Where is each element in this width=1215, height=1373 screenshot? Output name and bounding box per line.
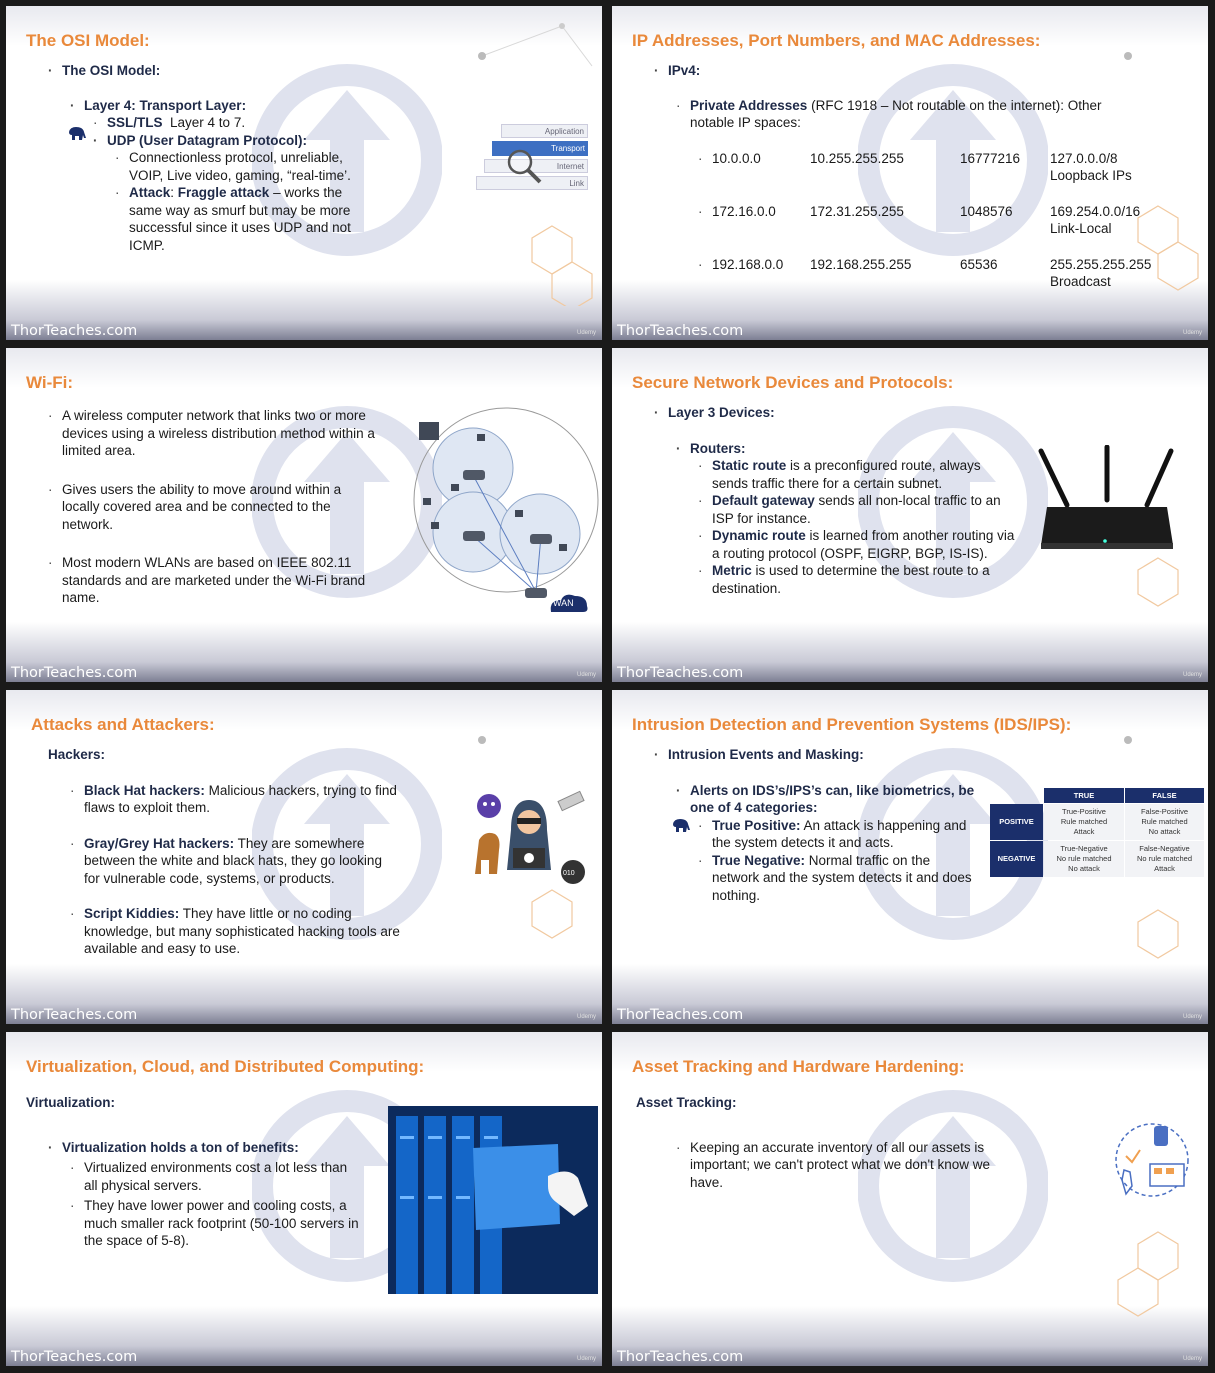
- slide-title: IP Addresses, Port Numbers, and MAC Addresses:: [632, 31, 1041, 50]
- bullet-intrusion-events: · Intrusion Events and Masking:: [668, 746, 988, 764]
- cell-false-negative: False-Negative No rule matched Attack: [1125, 841, 1204, 877]
- bullet-layer3: · Layer 3 Devices:: [668, 404, 1028, 422]
- bomb-label: 010: [563, 870, 575, 877]
- footer-brand: ThorTeaches.com: [617, 665, 744, 681]
- heading-asset-tracking: Asset Tracking:: [636, 1095, 737, 1110]
- bullet-connectionless: · Connectionless protocol, unreliable, VOIP, Live video, gaming, “real-time’.: [129, 149, 374, 184]
- footer-brand: ThorTeaches.com: [11, 1007, 138, 1023]
- footer-brand: ThorTeaches.com: [617, 1349, 744, 1365]
- bullet-routers: · Routers:: [690, 440, 1028, 458]
- bullet-attack: · Attack: Fraggle attack – works the same way as smurf but may be more successful since it uses UDP and not ICMP.: [129, 184, 369, 254]
- layer-transport: Transport: [492, 141, 588, 156]
- footer-brand: ThorTeaches.com: [617, 1007, 744, 1023]
- bullet-benefits: · Virtualization holds a ton of benefits:: [62, 1139, 386, 1157]
- slide-title: The OSI Model:: [26, 31, 150, 50]
- elephant-icon: [66, 126, 88, 142]
- bullet-grey-hat: · Gray/Grey Hat hackers: They are somewhere between the white and black hats, they go looking for vulnerable code, systems, or products.: [84, 835, 399, 888]
- magnifier-icon: [504, 146, 544, 186]
- slide-wifi[interactable]: [6, 348, 602, 682]
- footer-small: Udemy: [1182, 330, 1202, 336]
- bullet-power: · They have lower power and cooling costs, a much smaller rack footprint (50-100 servers in the space of 5-8).: [84, 1197, 369, 1250]
- ip-row: · 172.16.0.0 172.31.255.255 1048576 169.254.0.0/16 Link-Local: [712, 203, 1172, 256]
- footer-small: Udemy: [1182, 1356, 1202, 1362]
- footer-small: Udemy: [576, 330, 596, 336]
- slide-virtualization[interactable]: [6, 1032, 602, 1366]
- bullet-layer4: · Layer 4: Transport Layer:: [84, 97, 382, 115]
- footer-small: Udemy: [576, 1356, 596, 1362]
- slide-title: Virtualization, Cloud, and Distributed Computing:: [26, 1057, 425, 1076]
- table-header-false: FALSE: [1125, 788, 1204, 803]
- bullet-private: · Private Addresses (RFC 1918 – Not routable on the internet): Other notable IP spaces:: [690, 97, 1140, 132]
- table-row-positive: POSITIVE: [990, 804, 1043, 840]
- wan-label: WAN: [553, 598, 574, 608]
- bullet-script-kiddies: · Script Kiddies: They have little or no coding knowledge, but many sophisticated hacking tools are available and easy to use.: [84, 905, 404, 958]
- asset-scanner-icon: [1110, 1120, 1194, 1200]
- bullet-cost: · Virtualized environments cost a lot less than all physical servers.: [84, 1159, 354, 1194]
- table-header-true: TRUE: [1044, 788, 1124, 803]
- layer-application: Application: [501, 124, 588, 138]
- footer-brand: ThorTeaches.com: [11, 323, 138, 339]
- heading-virtualization: Virtualization:: [26, 1095, 116, 1110]
- bullet-true-negative: · True Negative: Normal traffic on the network and the system detects it and does nothing.: [712, 852, 972, 905]
- cell-true-negative: True-Negative No rule matched No attack: [1044, 841, 1124, 877]
- footer-brand: ThorTeaches.com: [617, 323, 744, 339]
- bullet-metric: · Metric is used to determine the best route to a destination.: [712, 562, 1017, 597]
- bullet-default-gateway: · Default gateway sends all non-local traffic to an ISP for instance.: [712, 492, 1017, 527]
- heading-hackers: Hackers:: [48, 747, 106, 762]
- bullet-inventory: · Keeping an accurate inventory of all our assets is important; we can't protect what we don't know we have.: [690, 1139, 1005, 1192]
- wifi-network-diagram: [411, 400, 601, 620]
- footer-small: Udemy: [1182, 1014, 1202, 1020]
- ip-table: [712, 150, 1172, 309]
- bullet-black-hat: · Black Hat hackers: Malicious hackers, trying to find flaws to exploit them.: [84, 782, 404, 817]
- bullet-dynamic-route: · Dynamic route is learned from another routing via a routing protocol (OSPF, EIGRP, BGP, IS-IS).: [712, 527, 1017, 562]
- ip-row: · 192.168.0.0 192.168.255.255 65536 255.255.255.255 Broadcast: [712, 256, 1172, 309]
- bullet-static-route: · Static route is a preconfigured route, always sends traffic there for a certain subnet.: [712, 457, 1017, 492]
- slide-title: Wi-Fi:: [26, 373, 74, 392]
- footer-brand: ThorTeaches.com: [11, 1349, 138, 1365]
- bullet-ssl: · SSL/TLS Layer 4 to 7.: [107, 114, 382, 132]
- footer-small: Udemy: [576, 1014, 596, 1020]
- ip-row: · 10.0.0.0 10.255.255.255 16777216 127.0.0.0/8 Loopback IPs: [712, 150, 1172, 203]
- elephant-icon: [670, 818, 692, 834]
- footer-brand: ThorTeaches.com: [11, 665, 138, 681]
- slide-network-devices[interactable]: [612, 348, 1208, 682]
- bullet-wifi-2: · Gives users the ability to move around within a locally covered area and be connected to the network.: [62, 481, 382, 534]
- slide-ip-addresses[interactable]: [612, 6, 1208, 340]
- table-row-negative: NEGATIVE: [990, 841, 1043, 877]
- slide-ids-ips[interactable]: [612, 690, 1208, 1024]
- server-rack-image: [388, 1106, 598, 1294]
- bullet-udp: · UDP (User Datagram Protocol):: [107, 132, 382, 150]
- slide-title: Secure Network Devices and Protocols:: [632, 373, 954, 392]
- bullet-alerts: · Alerts on IDS’s/IPS’s can, like biometrics, be one of 4 categories:: [690, 782, 975, 817]
- slide-attacks[interactable]: [6, 690, 602, 1024]
- layer-internet: Internet: [484, 159, 588, 173]
- slide-title: Asset Tracking and Hardware Hardening:: [632, 1057, 965, 1076]
- bullet-wifi-3: · Most modern WLANs are based on IEEE 802.11 standards and are marketed under the Wi-Fi brand name.: [62, 554, 382, 607]
- cell-false-positive: False-Positive Rule matched No attack: [1125, 804, 1204, 840]
- bullet-osi: · The OSI Model:: [62, 62, 382, 80]
- bullet-wifi-1: · A wireless computer network that links two or more devices using a wireless distribution method within a limited area.: [62, 407, 382, 460]
- footer-small: Udemy: [576, 672, 596, 678]
- ids-matrix-table: [990, 788, 1204, 877]
- bullet-true-positive: · True Positive: An attack is happening and the system detects it and acts.: [712, 817, 972, 852]
- slide-asset-tracking[interactable]: [612, 1032, 1208, 1366]
- cell-true-positive: True-Positive Rule matched Attack: [1044, 804, 1124, 840]
- slide-title: Attacks and Attackers:: [31, 715, 215, 734]
- layer-link: Link: [476, 176, 588, 190]
- footer-small: Udemy: [1182, 672, 1202, 678]
- slide-title: Intrusion Detection and Prevention Systems (IDS/IPS):: [632, 715, 1072, 734]
- bullet-ipv4: · IPv4:: [668, 62, 1148, 80]
- router-icon: [1037, 445, 1177, 555]
- slide-osi-model[interactable]: [6, 6, 602, 340]
